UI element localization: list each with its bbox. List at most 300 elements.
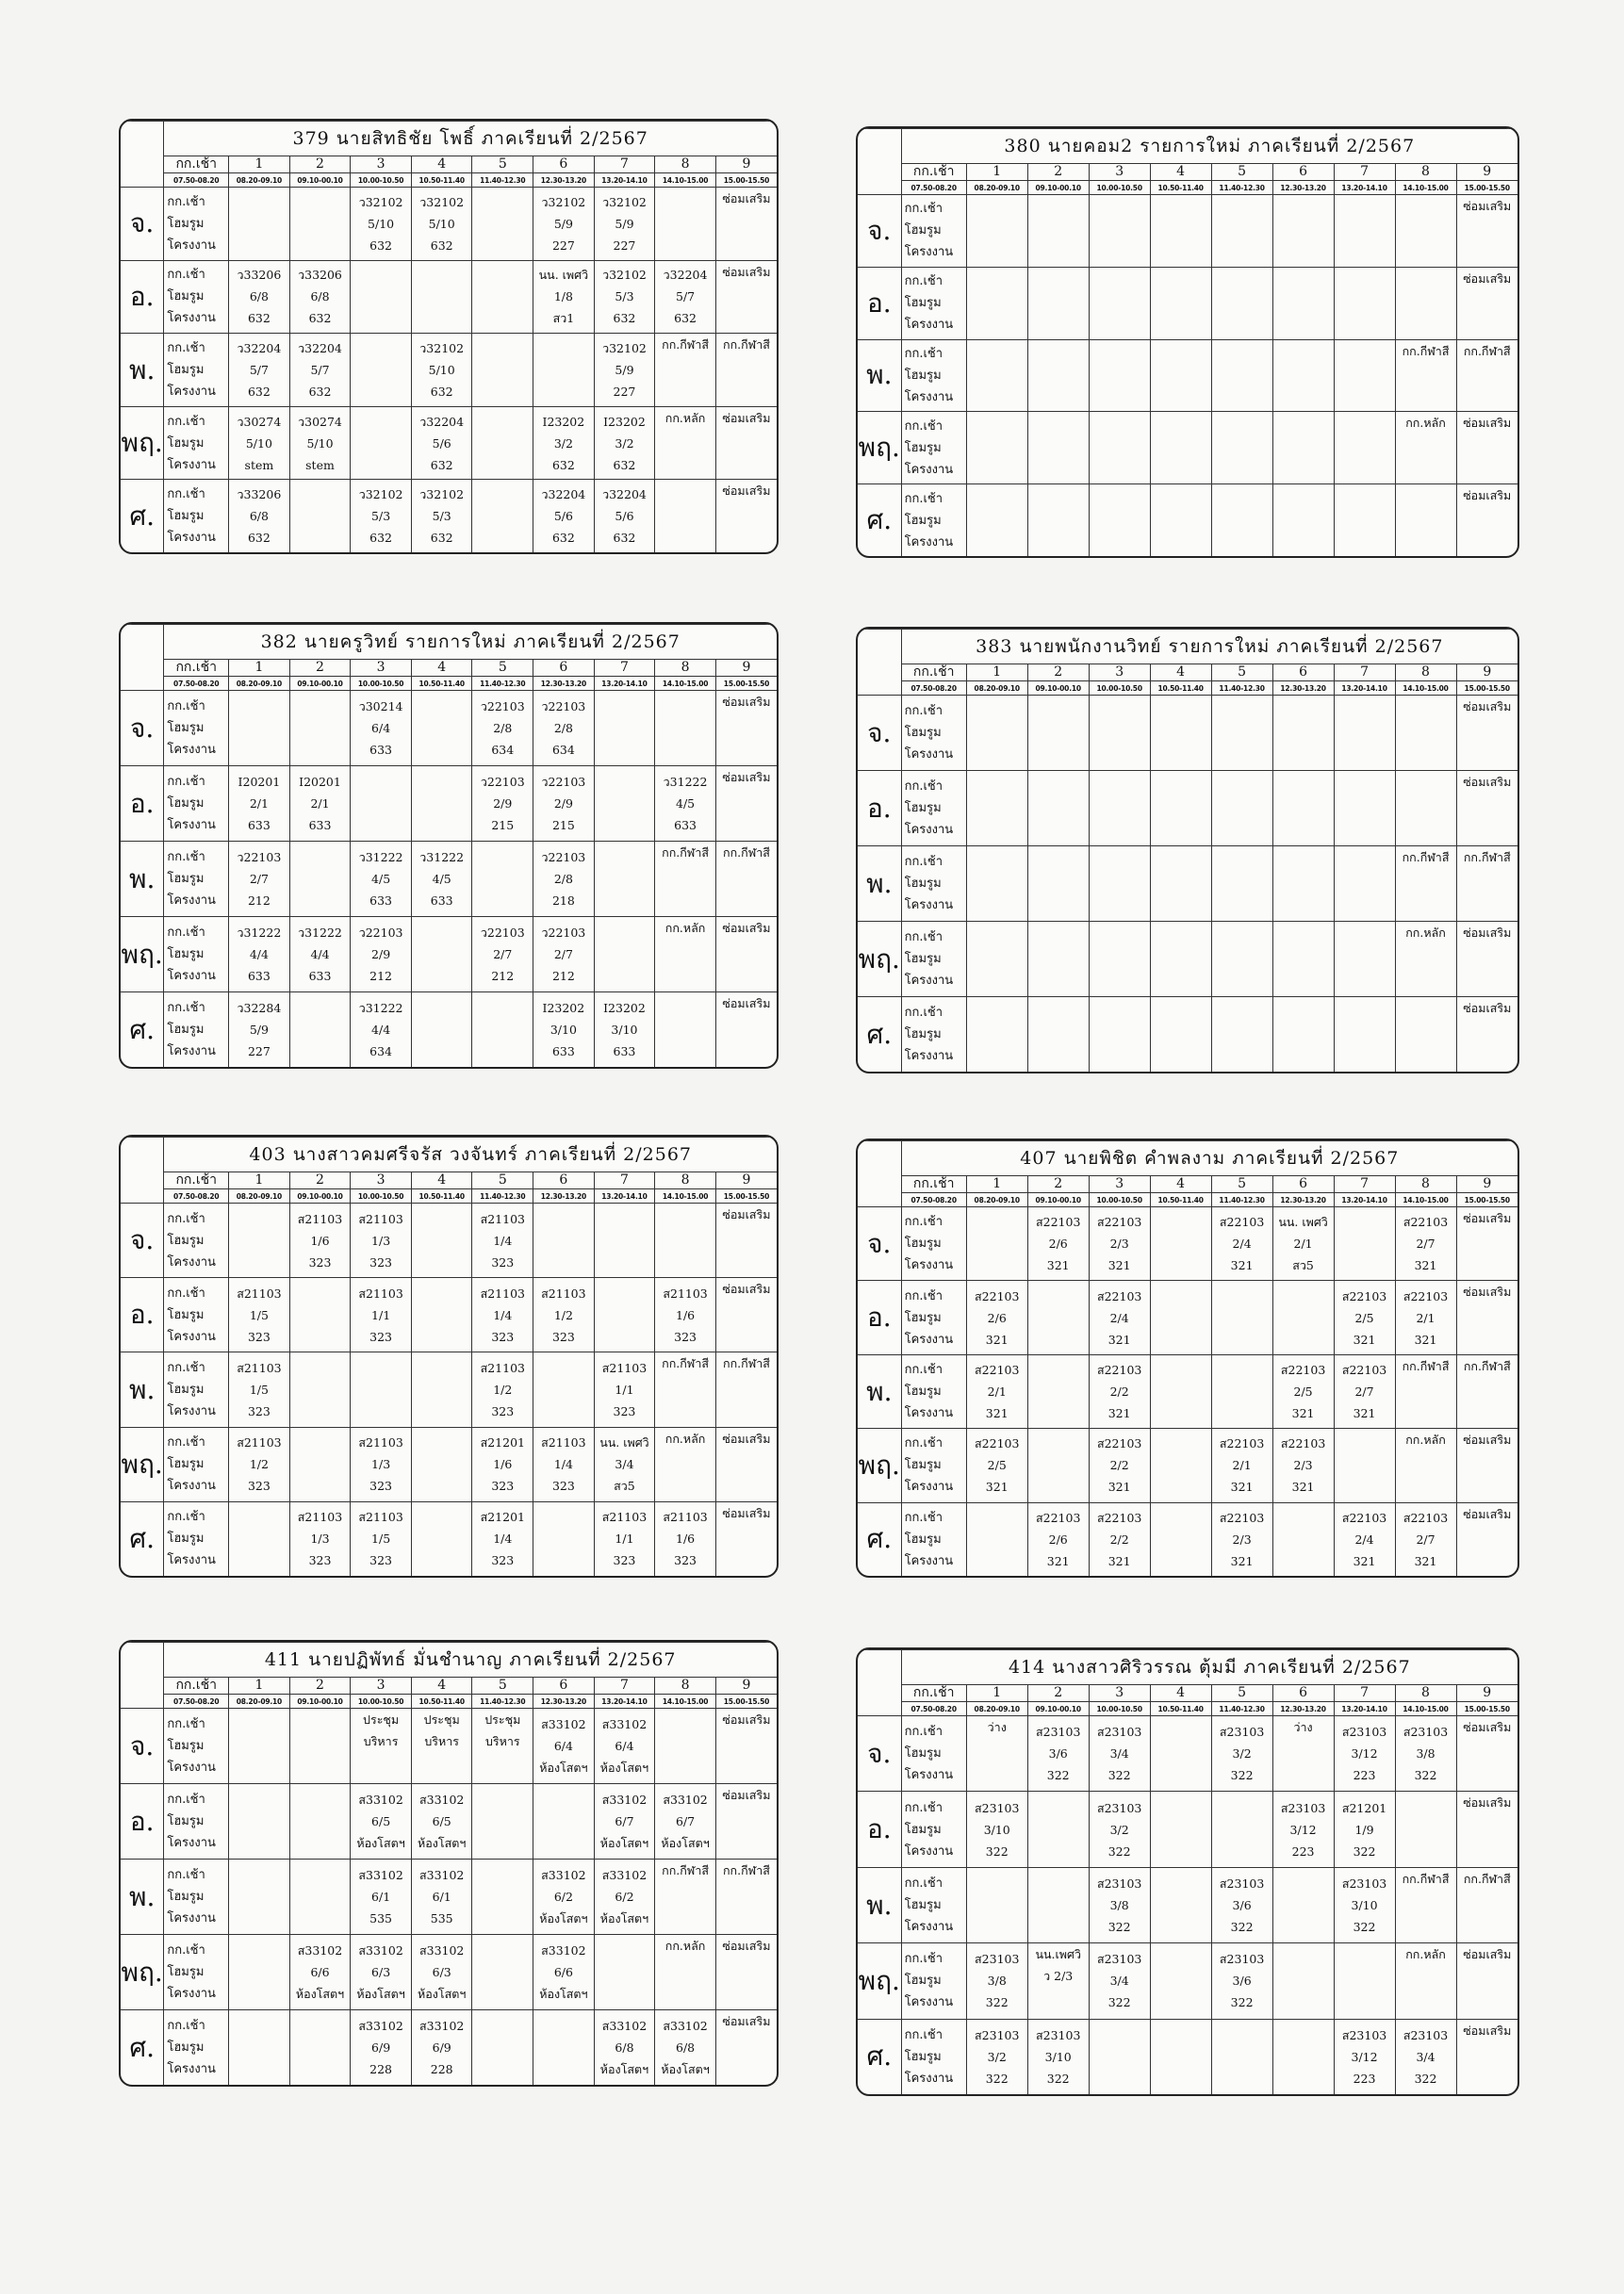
slot-line: 3/8	[987, 1974, 1007, 1989]
day-row	[858, 1943, 1517, 2019]
slot-line: 322	[1046, 2071, 1070, 2086]
slot-line: 321	[1414, 1553, 1437, 1568]
slot-line: ส22103	[1036, 1510, 1081, 1525]
period-time: 10.50-11.40	[1150, 181, 1211, 195]
period-slot	[715, 691, 777, 766]
period-slot	[1395, 195, 1456, 268]
row-sub-label: กก.เช้า	[904, 779, 943, 794]
period-slot	[229, 1935, 290, 2010]
period-slot	[966, 1502, 1027, 1576]
slot-line: 6/3	[371, 1965, 391, 1979]
period-slot	[472, 406, 533, 480]
slot-line: ส33102	[663, 1793, 708, 1807]
schedule-table	[121, 121, 777, 552]
slot-line: ซ่อมเสริม	[722, 483, 771, 499]
period-time: 14.10-15.00	[655, 1695, 716, 1709]
slot-line: กก.กีฬาสี	[1463, 1871, 1511, 1886]
period-slot	[715, 1204, 777, 1278]
slot-line: 218	[551, 893, 575, 908]
schedule-table	[121, 1137, 777, 1576]
slot-line: 2/4	[1354, 1532, 1374, 1547]
day-label: จ.	[858, 1716, 901, 1792]
slot-line: 321	[985, 1480, 1009, 1495]
corner-cell	[858, 129, 901, 195]
day-row	[121, 917, 777, 992]
slot-line: 633	[674, 818, 697, 832]
day-row	[121, 992, 777, 1068]
slot-line: 1/6	[493, 1457, 513, 1472]
period-slot	[655, 1709, 716, 1784]
row-sub-label: กก.เช้า	[904, 491, 943, 506]
schedule-title: 379 นายสิทธิชัย โพธิ์ ภาคเรียนที่ 2/2567	[164, 122, 777, 156]
row-sub-labels	[164, 1784, 229, 1860]
slot-line: สว5	[1292, 1258, 1314, 1273]
row-sub-labels	[164, 766, 229, 842]
period-slot	[289, 992, 351, 1068]
period-time: 07.50-08.20	[164, 1189, 229, 1204]
slot-line: 6/7	[676, 1814, 696, 1828]
day-row	[858, 267, 1517, 339]
period-slot	[594, 334, 655, 407]
period-slot	[1456, 1716, 1517, 1792]
slot-line: ส23103	[1341, 1725, 1387, 1740]
slot-line: ประชุม	[363, 1712, 400, 1727]
period-slot	[1089, 922, 1150, 997]
row-sub-label: โฮมรูม	[167, 2040, 205, 2055]
row-sub-label: โฮมรูม	[167, 1965, 205, 1979]
period-time: 15.00-15.50	[715, 677, 777, 691]
period-slot	[1395, 1429, 1456, 1502]
slot-line: 212	[247, 893, 271, 908]
period-time: 15.00-15.50	[715, 1189, 777, 1204]
period-slot	[229, 334, 290, 407]
slot-line: 323	[369, 1553, 393, 1568]
period-time: 15.00-15.50	[1456, 681, 1517, 696]
period-slot	[1272, 771, 1334, 846]
period-slot	[1027, 412, 1089, 484]
period-header: 4	[1150, 1176, 1211, 1193]
day-label: จ.	[858, 195, 901, 268]
slot-line: 2/2	[1109, 1385, 1129, 1400]
period-slot	[655, 766, 716, 842]
row-sub-label: โฮมรูม	[167, 1023, 205, 1037]
slot-line: กก.หลัก	[664, 1939, 706, 1953]
period-slot	[472, 1784, 533, 1860]
slot-line: ส21103	[663, 1286, 708, 1301]
slot-line: ซ่อมเสริม	[1463, 699, 1512, 713]
period-slot	[1211, 771, 1272, 846]
slot-line: 6/8	[249, 289, 269, 304]
period-slot	[533, 1501, 595, 1576]
slot-line: ส22103	[1096, 1510, 1142, 1525]
period-time: 13.20-14.10	[594, 1189, 655, 1204]
period-slot	[533, 406, 595, 480]
slot-line: ซ่อมเสริม	[1463, 2023, 1512, 2038]
period-slot	[1150, 1207, 1211, 1281]
row-sub-label: กก.เช้า	[167, 414, 205, 429]
day-row	[121, 1860, 777, 1935]
period-slot	[1334, 771, 1395, 846]
slot-line: ว33206	[298, 268, 342, 283]
slot-line: 6/1	[371, 1890, 391, 1904]
period-time: 09.10-00.10	[1027, 1193, 1089, 1207]
period-slot	[594, 1784, 655, 1860]
schedule-table	[858, 629, 1517, 1072]
period-header: 6	[1272, 1176, 1334, 1193]
slot-line: 1/4	[493, 1233, 513, 1248]
row-sub-label: โฮมรูม	[904, 513, 942, 528]
period-slot	[411, 188, 472, 261]
day-row	[858, 412, 1517, 484]
slot-line: 3/6	[1232, 1898, 1252, 1913]
row-sub-labels	[901, 1943, 966, 2019]
slot-line: 321	[1107, 1332, 1131, 1347]
slot-line: ว31222	[663, 775, 708, 789]
row-sub-labels	[164, 992, 229, 1068]
row-sub-label: โครงงาน	[167, 1911, 216, 1925]
period-slot	[229, 406, 290, 480]
day-row	[858, 484, 1517, 556]
slot-line: 2/8	[553, 872, 573, 886]
period-slot	[1334, 2019, 1395, 2094]
period-slot	[1456, 1502, 1517, 1576]
slot-line: 2/1	[249, 796, 269, 811]
slot-line: 3/2	[553, 435, 573, 451]
slot-line: 632	[551, 457, 575, 472]
period-slot	[289, 1860, 351, 1935]
slot-line: ว22103	[480, 699, 525, 713]
row-sub-labels	[164, 1935, 229, 2010]
slot-line: 323	[247, 1329, 271, 1344]
slot-line: ส23103	[1403, 2027, 1449, 2042]
slot-line: กก.กีฬาสี	[662, 337, 709, 352]
slot-line: 321	[1107, 1406, 1131, 1421]
slot-line: 1/5	[249, 1307, 269, 1322]
period-time: 09.10-00.10	[289, 677, 351, 691]
period-slot	[533, 1709, 595, 1784]
period-slot	[351, 260, 412, 334]
period-slot	[229, 1784, 290, 1860]
slot-line: ห้องโสตฯ	[356, 1987, 405, 2001]
period-slot	[594, 188, 655, 261]
period-slot	[229, 917, 290, 992]
slot-line: 321	[1291, 1480, 1315, 1495]
period-slot	[655, 842, 716, 917]
slot-line: ว32102	[602, 341, 647, 356]
day-label: พฤ.	[121, 1427, 164, 1501]
slot-line: ส23103	[975, 1800, 1020, 1815]
corner-cell	[858, 1141, 901, 1207]
slot-line: กก.หลัก	[664, 1431, 706, 1446]
period-time: 14.10-15.00	[655, 677, 716, 691]
period-header: 3	[1089, 1176, 1150, 1193]
period-slot	[533, 480, 595, 552]
period-slot	[289, 406, 351, 480]
row-sub-labels	[164, 842, 229, 917]
period-time: 15.00-15.50	[1456, 181, 1517, 195]
slot-line: 6/2	[553, 1890, 573, 1904]
slot-line: ว30214	[358, 699, 403, 713]
period-time: 11.40-12.30	[472, 677, 533, 691]
period-slot	[1089, 412, 1150, 484]
period-slot	[1027, 846, 1089, 922]
row-sub-labels	[901, 267, 966, 339]
period-time: 07.50-08.20	[901, 681, 966, 696]
slot-line: ส33102	[358, 1868, 403, 1882]
day-row	[858, 195, 1517, 268]
slot-line: 3/10	[611, 1023, 638, 1037]
slot-line: 633	[308, 969, 332, 983]
slot-line: 634	[369, 1044, 393, 1058]
period-slot	[1027, 1281, 1089, 1354]
day-row	[121, 1935, 777, 2010]
day-label: จ.	[121, 1204, 164, 1278]
slot-line: กก.กีฬาสี	[1463, 343, 1511, 358]
period-slot	[966, 1792, 1027, 1867]
period-slot	[1027, 2019, 1089, 2094]
row-sub-labels	[164, 1427, 229, 1501]
slot-line: บริหาร	[484, 1734, 520, 1748]
slot-line: 323	[551, 1329, 575, 1344]
period-header: 8	[1395, 1176, 1456, 1193]
period-slot	[1395, 771, 1456, 846]
slot-line: 633	[430, 893, 453, 908]
period-time: 08.20-09.10	[966, 1193, 1027, 1207]
period-slot	[533, 992, 595, 1068]
period-header: 2	[1027, 1685, 1089, 1702]
period-slot	[472, 1860, 533, 1935]
morning-header: กก.เช้า	[164, 1172, 229, 1189]
slot-line: กก.หลัก	[1405, 416, 1446, 431]
period-slot	[1089, 195, 1150, 268]
slot-line: 634	[491, 743, 515, 757]
slot-line: ว22103	[541, 775, 586, 789]
period-time: 11.40-12.30	[1211, 1193, 1272, 1207]
period-slot	[1089, 1281, 1150, 1354]
period-slot	[229, 1352, 290, 1427]
slot-line: ส22103	[1403, 1215, 1449, 1230]
day-row	[858, 696, 1517, 771]
slot-line: ส33102	[418, 1868, 465, 1882]
slot-line: 1/2	[249, 1457, 269, 1472]
slot-line: 227	[613, 238, 636, 253]
period-slot	[594, 1278, 655, 1352]
slot-line: 1/1	[371, 1307, 391, 1322]
period-slot	[1089, 2019, 1150, 2094]
row-sub-label: โฮมรูม	[904, 1237, 942, 1252]
period-time: 11.40-12.30	[472, 1189, 533, 1204]
slot-line: 323	[308, 1553, 332, 1568]
period-slot	[1395, 267, 1456, 339]
period-slot	[533, 1784, 595, 1860]
slot-line: 2/8	[553, 721, 573, 735]
period-slot	[655, 917, 716, 992]
period-header: 3	[351, 660, 412, 677]
slot-line: 5/7	[310, 363, 330, 378]
slot-line: 1/3	[371, 1233, 391, 1248]
schedule-table	[858, 128, 1517, 556]
period-slot	[1027, 267, 1089, 339]
period-slot	[411, 1935, 472, 2010]
schedule-table	[858, 1649, 1517, 2094]
row-sub-label: โครงงาน	[167, 1329, 216, 1344]
period-slot	[411, 1860, 472, 1935]
period-header: 8	[1395, 664, 1456, 681]
day-label: พ.	[121, 842, 164, 917]
period-slot	[1456, 1792, 1517, 1867]
period-time: 11.40-12.30	[1211, 681, 1272, 696]
period-header: 3	[1089, 1685, 1150, 1702]
period-header: 1	[229, 1172, 290, 1189]
period-slot	[1150, 267, 1211, 339]
period-slot	[351, 842, 412, 917]
row-sub-label: กก.เช้า	[904, 274, 943, 289]
period-slot	[1456, 195, 1517, 268]
period-slot	[1211, 1792, 1272, 1867]
row-sub-labels	[164, 1352, 229, 1427]
slot-line: ซ่อมเสริม	[1463, 775, 1512, 789]
row-sub-labels	[164, 260, 229, 334]
period-slot	[1272, 1429, 1334, 1502]
slot-line: 321	[985, 1332, 1009, 1347]
day-row	[858, 1502, 1517, 1576]
period-slot	[1027, 1207, 1089, 1281]
slot-line: ห้องโสตฯ	[539, 1761, 588, 1775]
slot-line: 321	[1046, 1258, 1070, 1273]
period-header: 1	[229, 660, 290, 677]
slot-line: กก.หลัก	[664, 921, 706, 935]
row-sub-label: โครงงาน	[904, 389, 954, 404]
slot-line: ส33102	[601, 1793, 648, 1807]
period-slot	[594, 917, 655, 992]
slot-line: 1/5	[249, 1383, 269, 1397]
day-row	[121, 1427, 777, 1501]
period-slot	[715, 1935, 777, 2010]
row-sub-label: โครงงาน	[167, 1479, 216, 1494]
slot-line: ส33102	[418, 1943, 465, 1958]
period-header: 4	[411, 1678, 472, 1695]
slot-line: 3/2	[987, 2049, 1007, 2064]
schedule-title: 380 นายคอม2 รายการใหม่ ภาคเรียนที่ 2/2567	[901, 129, 1517, 164]
day-label: พ.	[858, 846, 901, 922]
slot-line: 2/1	[1293, 1237, 1313, 1252]
period-slot	[351, 1427, 412, 1501]
slot-line: ส33102	[297, 1943, 343, 1958]
slot-line: ว32204	[602, 487, 647, 502]
period-header: 5	[472, 1678, 533, 1695]
slot-line: 5/9	[249, 1023, 269, 1037]
day-label: จ.	[121, 188, 164, 261]
period-slot	[594, 691, 655, 766]
row-sub-label: โฮมรูม	[904, 1385, 942, 1400]
period-slot	[594, 2010, 655, 2086]
slot-line: ว22103	[541, 699, 586, 713]
slot-line: ส33102	[541, 1868, 586, 1882]
slot-line: กก.หลัก	[1405, 1433, 1446, 1448]
period-header: 6	[533, 1172, 595, 1189]
period-slot	[715, 480, 777, 552]
period-slot	[411, 1709, 472, 1784]
slot-line: ส23103	[1219, 1876, 1265, 1892]
slot-line: 2/1	[987, 1385, 1007, 1400]
period-slot	[715, 917, 777, 992]
day-label: จ.	[858, 1207, 901, 1281]
row-sub-label: โฮมรูม	[904, 726, 942, 740]
period-header: 2	[289, 660, 351, 677]
slot-line: 1/6	[676, 1532, 696, 1547]
day-row	[858, 771, 1517, 846]
row-sub-label: กก.เช้า	[904, 1510, 943, 1525]
slot-line: กก.กีฬาสี	[662, 1356, 709, 1371]
day-row	[858, 997, 1517, 1073]
row-sub-label: กก.เช้า	[167, 1868, 205, 1882]
row-sub-label: โครงงาน	[904, 2071, 954, 2086]
period-slot	[966, 696, 1027, 771]
slot-line: 323	[491, 1329, 515, 1344]
period-time: 10.50-11.40	[411, 173, 472, 188]
period-slot	[1211, 267, 1272, 339]
slot-line: กก.กีฬาสี	[1463, 850, 1511, 864]
period-slot	[472, 334, 533, 407]
period-slot	[472, 917, 533, 992]
row-sub-label: โครงงาน	[167, 1553, 216, 1568]
period-time: 09.10-00.10	[1027, 1702, 1089, 1716]
slot-line: ซ่อมเสริม	[1463, 270, 1512, 286]
period-slot	[1150, 696, 1211, 771]
schedule-table	[121, 1642, 777, 2085]
period-time: 08.20-09.10	[966, 181, 1027, 195]
day-label: จ.	[121, 691, 164, 766]
slot-line: ว่าง	[987, 1720, 1007, 1734]
slot-line: ห้องโสตฯ	[418, 1987, 467, 2001]
slot-line: 1/5	[371, 1532, 391, 1547]
slot-line: ห้องโสตฯ	[539, 1987, 588, 2001]
period-slot	[1334, 1867, 1395, 1942]
slot-line: 321	[1353, 1332, 1376, 1347]
slot-line: ส23103	[1219, 1952, 1265, 1967]
slot-line: 3/4	[615, 1457, 634, 1472]
row-sub-label: โฮมรูม	[167, 1814, 205, 1828]
slot-line: 321	[1230, 1553, 1254, 1568]
period-slot	[1089, 771, 1150, 846]
row-sub-label: โฮมรูม	[904, 801, 942, 815]
period-slot	[472, 1278, 533, 1352]
period-slot	[1089, 997, 1150, 1073]
slot-line: 321	[1230, 1480, 1254, 1495]
period-time: 14.10-15.00	[655, 173, 716, 188]
row-sub-label: โครงงาน	[167, 1254, 216, 1270]
period-slot	[594, 406, 655, 480]
slot-line: ส21103	[358, 1211, 403, 1226]
period-slot	[1334, 1207, 1395, 1281]
slot-line: ว33206	[237, 268, 282, 283]
slot-line: 3/2	[1232, 1746, 1252, 1761]
period-slot	[1150, 1429, 1211, 1502]
slot-line: กก.กีฬาสี	[722, 1863, 770, 1877]
slot-line: 228	[369, 2062, 393, 2076]
period-slot	[966, 1354, 1027, 1428]
day-row	[121, 334, 777, 407]
slot-line: 322	[1230, 1920, 1254, 1935]
period-header: 5	[472, 1172, 533, 1189]
period-slot	[289, 260, 351, 334]
day-row	[121, 1352, 777, 1427]
slot-line: 4/4	[371, 1023, 391, 1037]
period-header: 7	[594, 660, 655, 677]
slot-line: 323	[308, 1254, 332, 1270]
slot-line: I23202	[542, 414, 585, 429]
period-time: 15.00-15.50	[1456, 1193, 1517, 1207]
